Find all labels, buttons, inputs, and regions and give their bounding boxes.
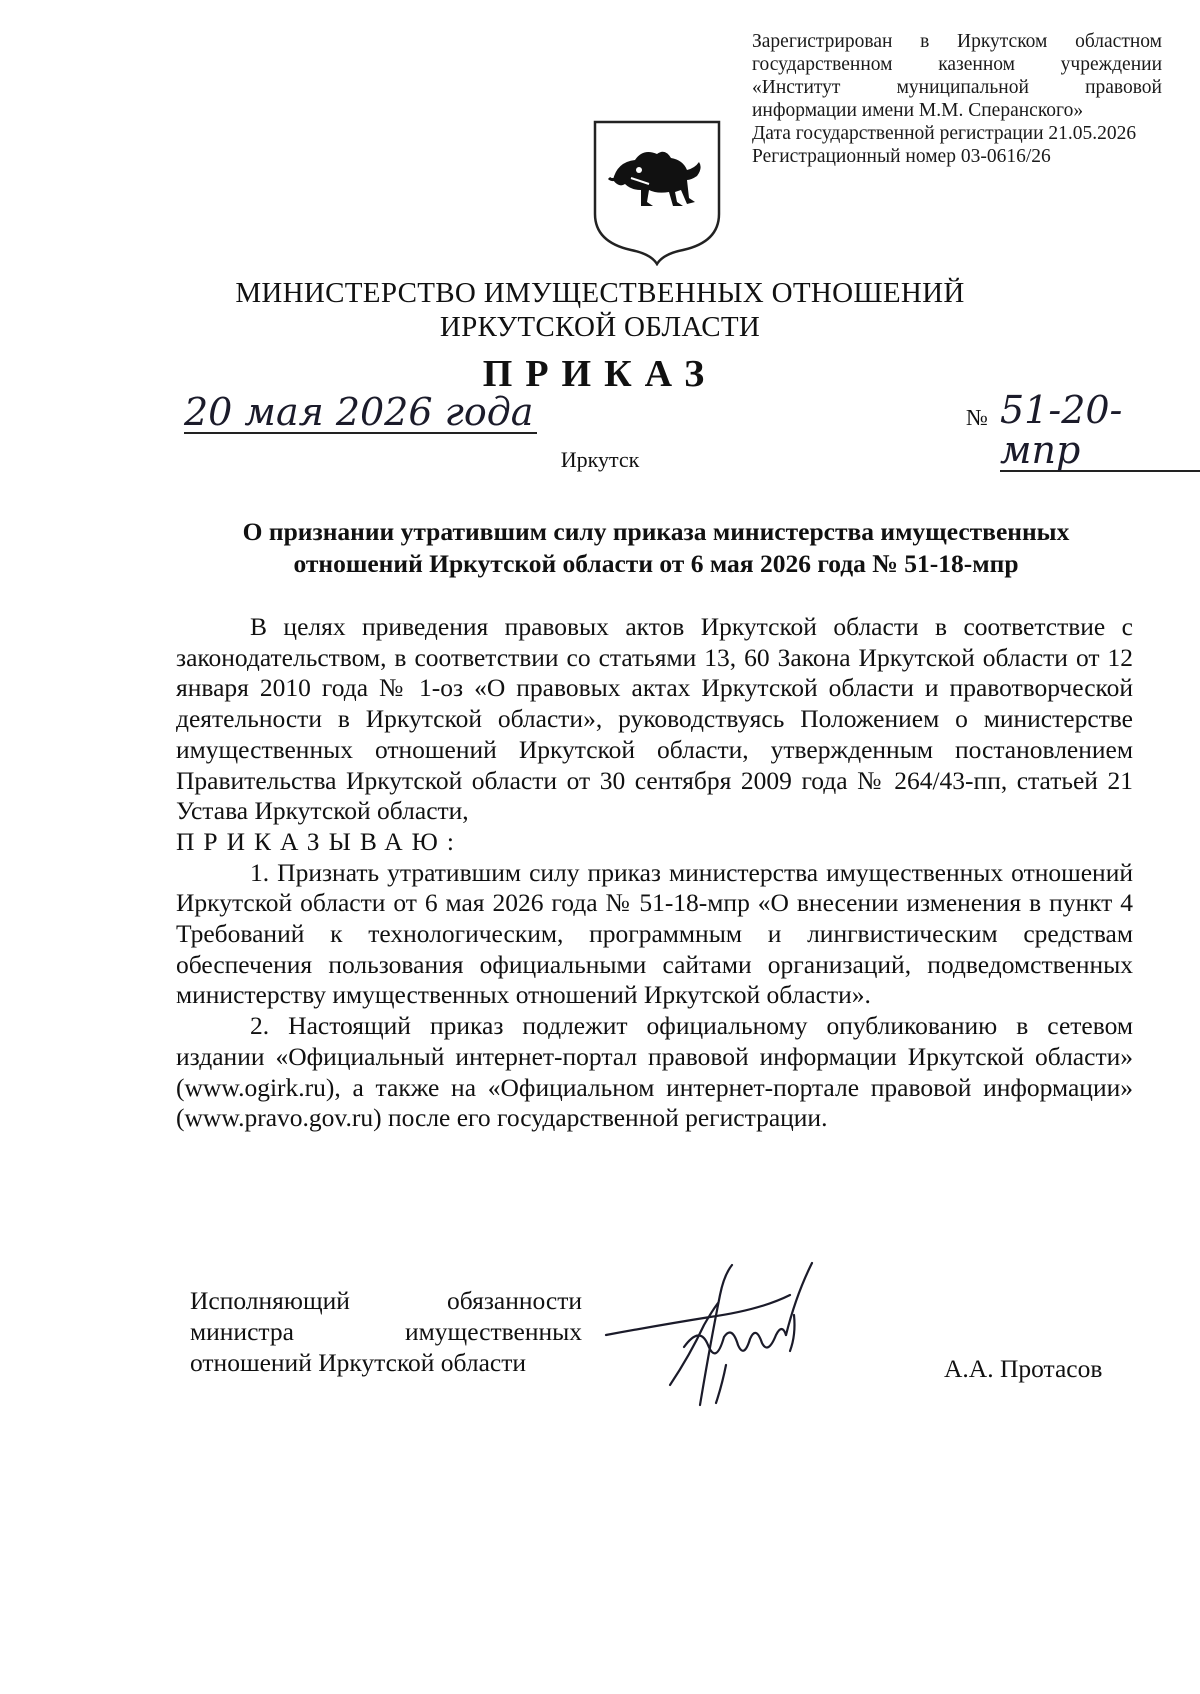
registration-number: Регистрационный номер 03-0616/26 [752, 146, 1051, 167]
registration-line: Зарегистрирован в Иркутском областном [752, 31, 1162, 52]
document-body [176, 612, 1133, 1134]
subject-line: О признании утратившим силу приказа министерства имущественных [242, 517, 1070, 546]
position-line: Исполняющий обязанности [190, 1286, 582, 1315]
registration-line: государственном казенном учреждении [752, 54, 1162, 75]
registration-stamp [752, 30, 1162, 168]
order-item-2: 2. Настоящий приказ подлежит официальному опубликованию в сетевом издании «Официальный интернет-портал правовой информации Иркутской области» (www.ogirk.ru), а также на «Официальном интернет-портале правовой информации» (www.pravo.gov.ru) после его государственной регистрации. [176, 1011, 1133, 1133]
document-type-title: ПРИКАЗ [482, 353, 718, 395]
handwritten-signature-icon [600, 1255, 830, 1425]
order-number: 51-20-мпр [1000, 390, 1200, 472]
preamble-paragraph: В целях приведения правовых актов Иркутской области в соответствие с законодательством, в соответствии со статьями 13, 60 Закона Иркутской области от 12 января 2010 года № 1-оз «О правовых актах Иркутской области и правотворческой деятельности в Иркутской области», руководствуясь Положением о министерстве имущественных отношений Иркутской области, утвержденным постановлением Правительства Иркутской области от 30 сентября 2009 года № 264/43-пп, статьей 21 Устава Иркутской области, [176, 612, 1133, 826]
registration-line: «Институт муниципальной правовой [752, 77, 1162, 98]
signatory-name: А.А. Протасов [944, 1354, 1103, 1383]
registration-date: Дата государственной регистрации 21.05.2026 [752, 123, 1137, 144]
registration-line: информации имени М.М. Сперанского» [752, 100, 1084, 121]
ministry-name-line: ИРКУТСКОЙ ОБЛАСТИ [439, 311, 761, 343]
ministry-name-line: МИНИСТЕРСТВО ИМУЩЕСТВЕННЫХ ОТНОШЕНИЙ [235, 277, 965, 309]
ministry-name [0, 276, 1200, 344]
position-line: министра имущественных [190, 1317, 582, 1346]
position-line: отношений Иркутской области [190, 1348, 527, 1377]
order-number-label: № [966, 405, 988, 430]
order-date: 20 мая 2026 года [184, 392, 537, 434]
order-word: ПРИКАЗЫВАЮ: [176, 826, 463, 856]
signatory-position [190, 1285, 582, 1378]
coat-of-arms-icon [591, 118, 723, 266]
order-item-1: 1. Признать утратившим силу приказ министерства имущественных отношений Иркутской области от 6 мая 2026 года № 51-18-мпр «О внесении изменения в пункт 4 Требований к технологическим, программным и лингвистическим средствам обеспечения пользования официальными сайтами организаций, подведомственных министерству имущественных отношений Иркутской области». [176, 857, 1133, 1010]
document-subject [178, 516, 1134, 580]
subject-line: отношений Иркутской области от 6 мая 2026 года № 51-18-мпр [293, 549, 1019, 578]
city-name: Иркутск [560, 447, 640, 472]
